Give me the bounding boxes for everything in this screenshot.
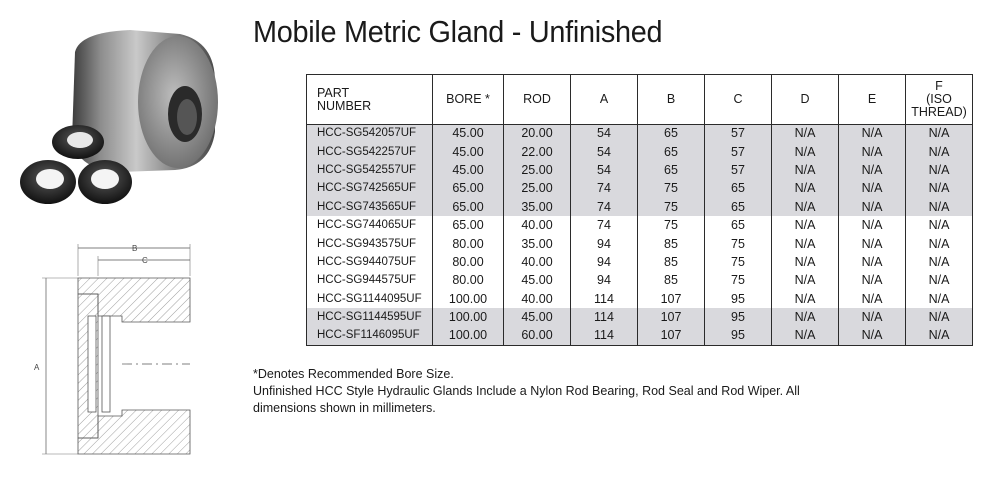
table-cell-a: 94 <box>571 253 638 271</box>
table-cell-e: N/A <box>839 143 906 161</box>
table-cell-b: 107 <box>638 290 705 308</box>
table-cell-rod: 40.00 <box>504 253 571 271</box>
table-cell-part: HCC-SG542057UF <box>307 125 433 143</box>
table-cell-f: N/A <box>906 327 973 345</box>
table-cell-b: 85 <box>638 253 705 271</box>
column-header-dim-e: E <box>839 75 906 125</box>
table-cell-b: 75 <box>638 198 705 216</box>
table-cell-b: 65 <box>638 161 705 179</box>
table-cell-f: N/A <box>906 235 973 253</box>
table-cell-e: N/A <box>839 125 906 143</box>
table-cell-c: 65 <box>705 180 772 198</box>
gland-product-photo <box>10 22 232 222</box>
table-cell-f: N/A <box>906 308 973 326</box>
table-cell-c: 57 <box>705 143 772 161</box>
table-cell-bore: 100.00 <box>433 308 504 326</box>
table-cell-b: 85 <box>638 272 705 290</box>
table-cell-part: HCC-SG542557UF <box>307 161 433 179</box>
table-cell-c: 75 <box>705 235 772 253</box>
table-cell-bore: 65.00 <box>433 180 504 198</box>
table-cell-f: N/A <box>906 253 973 271</box>
table-cell-bore: 45.00 <box>433 161 504 179</box>
table-cell-c: 95 <box>705 327 772 345</box>
table-cell-a: 54 <box>571 143 638 161</box>
dimension-b-label: B <box>132 244 138 253</box>
table-cell-e: N/A <box>839 235 906 253</box>
table-cell-part: HCC-SF1146095UF <box>307 327 433 345</box>
table-cell-d: N/A <box>772 180 839 198</box>
table-row <box>307 272 973 290</box>
page-title: Mobile Metric Gland - Unfinished <box>253 14 663 49</box>
table-cell-rod: 20.00 <box>504 125 571 143</box>
table-cell-part: HCC-SG743565UF <box>307 198 433 216</box>
table-cell-rod: 35.00 <box>504 198 571 216</box>
table-cell-rod: 22.00 <box>504 143 571 161</box>
table-cell-c: 95 <box>705 308 772 326</box>
table-cell-bore: 45.00 <box>433 143 504 161</box>
table-row <box>307 198 973 216</box>
table-row <box>307 143 973 161</box>
column-header-dim-b: B <box>638 75 705 125</box>
column-header-dim-c: C <box>705 75 772 125</box>
table-cell-d: N/A <box>772 143 839 161</box>
table-cell-part: HCC-SG742565UF <box>307 180 433 198</box>
table-cell-part: HCC-SG944575UF <box>307 272 433 290</box>
table-cell-b: 75 <box>638 180 705 198</box>
table-cell-d: N/A <box>772 216 839 234</box>
table-cell-b: 75 <box>638 216 705 234</box>
table-cell-part: HCC-SG1144095UF <box>307 290 433 308</box>
table-cell-rod: 25.00 <box>504 180 571 198</box>
table-cell-c: 57 <box>705 161 772 179</box>
table-cell-bore: 65.00 <box>433 216 504 234</box>
table-row <box>307 125 973 143</box>
table-cell-d: N/A <box>772 272 839 290</box>
column-header-part-number: PART NUMBER <box>307 75 433 125</box>
table-cell-rod: 40.00 <box>504 290 571 308</box>
table-header-row <box>307 75 973 125</box>
table-cell-b: 65 <box>638 125 705 143</box>
table-cell-f: N/A <box>906 198 973 216</box>
table-cell-bore: 80.00 <box>433 253 504 271</box>
table-cell-d: N/A <box>772 327 839 345</box>
table-cell-f: N/A <box>906 180 973 198</box>
table-cell-e: N/A <box>839 216 906 234</box>
table-cell-d: N/A <box>772 198 839 216</box>
table-cell-d: N/A <box>772 253 839 271</box>
table-cell-d: N/A <box>772 161 839 179</box>
table-cell-a: 74 <box>571 216 638 234</box>
table-cell-c: 75 <box>705 272 772 290</box>
table-cell-d: N/A <box>772 125 839 143</box>
table-cell-c: 95 <box>705 290 772 308</box>
gland-cross-section-drawing <box>30 236 220 461</box>
table-cell-e: N/A <box>839 308 906 326</box>
description-note: Unfinished HCC Style Hydraulic Glands Include a Nylon Rod Bearing, Rod Seal and Rod Wiper. All dimensions shown in millimeters. <box>253 384 800 415</box>
column-header-bore: BORE * <box>433 75 504 125</box>
table-cell-part: HCC-SG943575UF <box>307 235 433 253</box>
table-cell-b: 107 <box>638 308 705 326</box>
table-cell-bore: 80.00 <box>433 235 504 253</box>
table-cell-rod: 45.00 <box>504 308 571 326</box>
table-row <box>307 308 973 326</box>
table-cell-d: N/A <box>772 308 839 326</box>
table-row <box>307 180 973 198</box>
footnotes <box>253 366 853 417</box>
table-row <box>307 327 973 345</box>
table-row <box>307 161 973 179</box>
table-cell-part: HCC-SG542257UF <box>307 143 433 161</box>
table-cell-a: 114 <box>571 327 638 345</box>
table-cell-b: 85 <box>638 235 705 253</box>
table-cell-a: 74 <box>571 198 638 216</box>
table-cell-e: N/A <box>839 327 906 345</box>
table-cell-e: N/A <box>839 272 906 290</box>
gland-spec-table <box>306 74 973 346</box>
table-cell-c: 65 <box>705 216 772 234</box>
table-cell-a: 74 <box>571 180 638 198</box>
table-cell-f: N/A <box>906 290 973 308</box>
table-cell-e: N/A <box>839 290 906 308</box>
table-cell-bore: 45.00 <box>433 125 504 143</box>
column-header-dim-f-iso-thread: F (ISO THREAD) <box>906 75 973 125</box>
table-cell-c: 65 <box>705 198 772 216</box>
table-cell-part: HCC-SG744065UF <box>307 216 433 234</box>
table-cell-part: HCC-SG1144595UF <box>307 308 433 326</box>
table-cell-b: 107 <box>638 327 705 345</box>
table-cell-c: 57 <box>705 125 772 143</box>
table-cell-b: 65 <box>638 143 705 161</box>
table-cell-rod: 60.00 <box>504 327 571 345</box>
table-cell-e: N/A <box>839 161 906 179</box>
table-cell-f: N/A <box>906 272 973 290</box>
column-header-dim-d: D <box>772 75 839 125</box>
table-cell-d: N/A <box>772 290 839 308</box>
table-cell-a: 54 <box>571 125 638 143</box>
table-body <box>307 125 973 346</box>
table-row <box>307 216 973 234</box>
table-cell-bore: 100.00 <box>433 290 504 308</box>
table-cell-f: N/A <box>906 216 973 234</box>
table-cell-a: 94 <box>571 235 638 253</box>
column-header-rod: ROD <box>504 75 571 125</box>
table-cell-f: N/A <box>906 125 973 143</box>
bore-footnote: *Denotes Recommended Bore Size. <box>253 367 454 381</box>
table-cell-rod: 40.00 <box>504 216 571 234</box>
table-cell-bore: 65.00 <box>433 198 504 216</box>
table-row <box>307 290 973 308</box>
table-cell-a: 114 <box>571 290 638 308</box>
table-cell-a: 94 <box>571 272 638 290</box>
table-cell-d: N/A <box>772 235 839 253</box>
table-cell-bore: 100.00 <box>433 327 504 345</box>
table-cell-rod: 45.00 <box>504 272 571 290</box>
table-cell-rod: 35.00 <box>504 235 571 253</box>
table-cell-e: N/A <box>839 198 906 216</box>
dimension-a-label: A <box>34 363 40 372</box>
table-cell-a: 114 <box>571 308 638 326</box>
table-cell-rod: 25.00 <box>504 161 571 179</box>
table-cell-c: 75 <box>705 253 772 271</box>
table-cell-e: N/A <box>839 180 906 198</box>
dimension-c-label: C <box>142 256 148 265</box>
table-row <box>307 235 973 253</box>
table-cell-bore: 80.00 <box>433 272 504 290</box>
table-cell-f: N/A <box>906 161 973 179</box>
table-cell-a: 54 <box>571 161 638 179</box>
table-row <box>307 253 973 271</box>
table-cell-f: N/A <box>906 143 973 161</box>
table-cell-part: HCC-SG944075UF <box>307 253 433 271</box>
table-cell-e: N/A <box>839 253 906 271</box>
column-header-dim-a: A <box>571 75 638 125</box>
